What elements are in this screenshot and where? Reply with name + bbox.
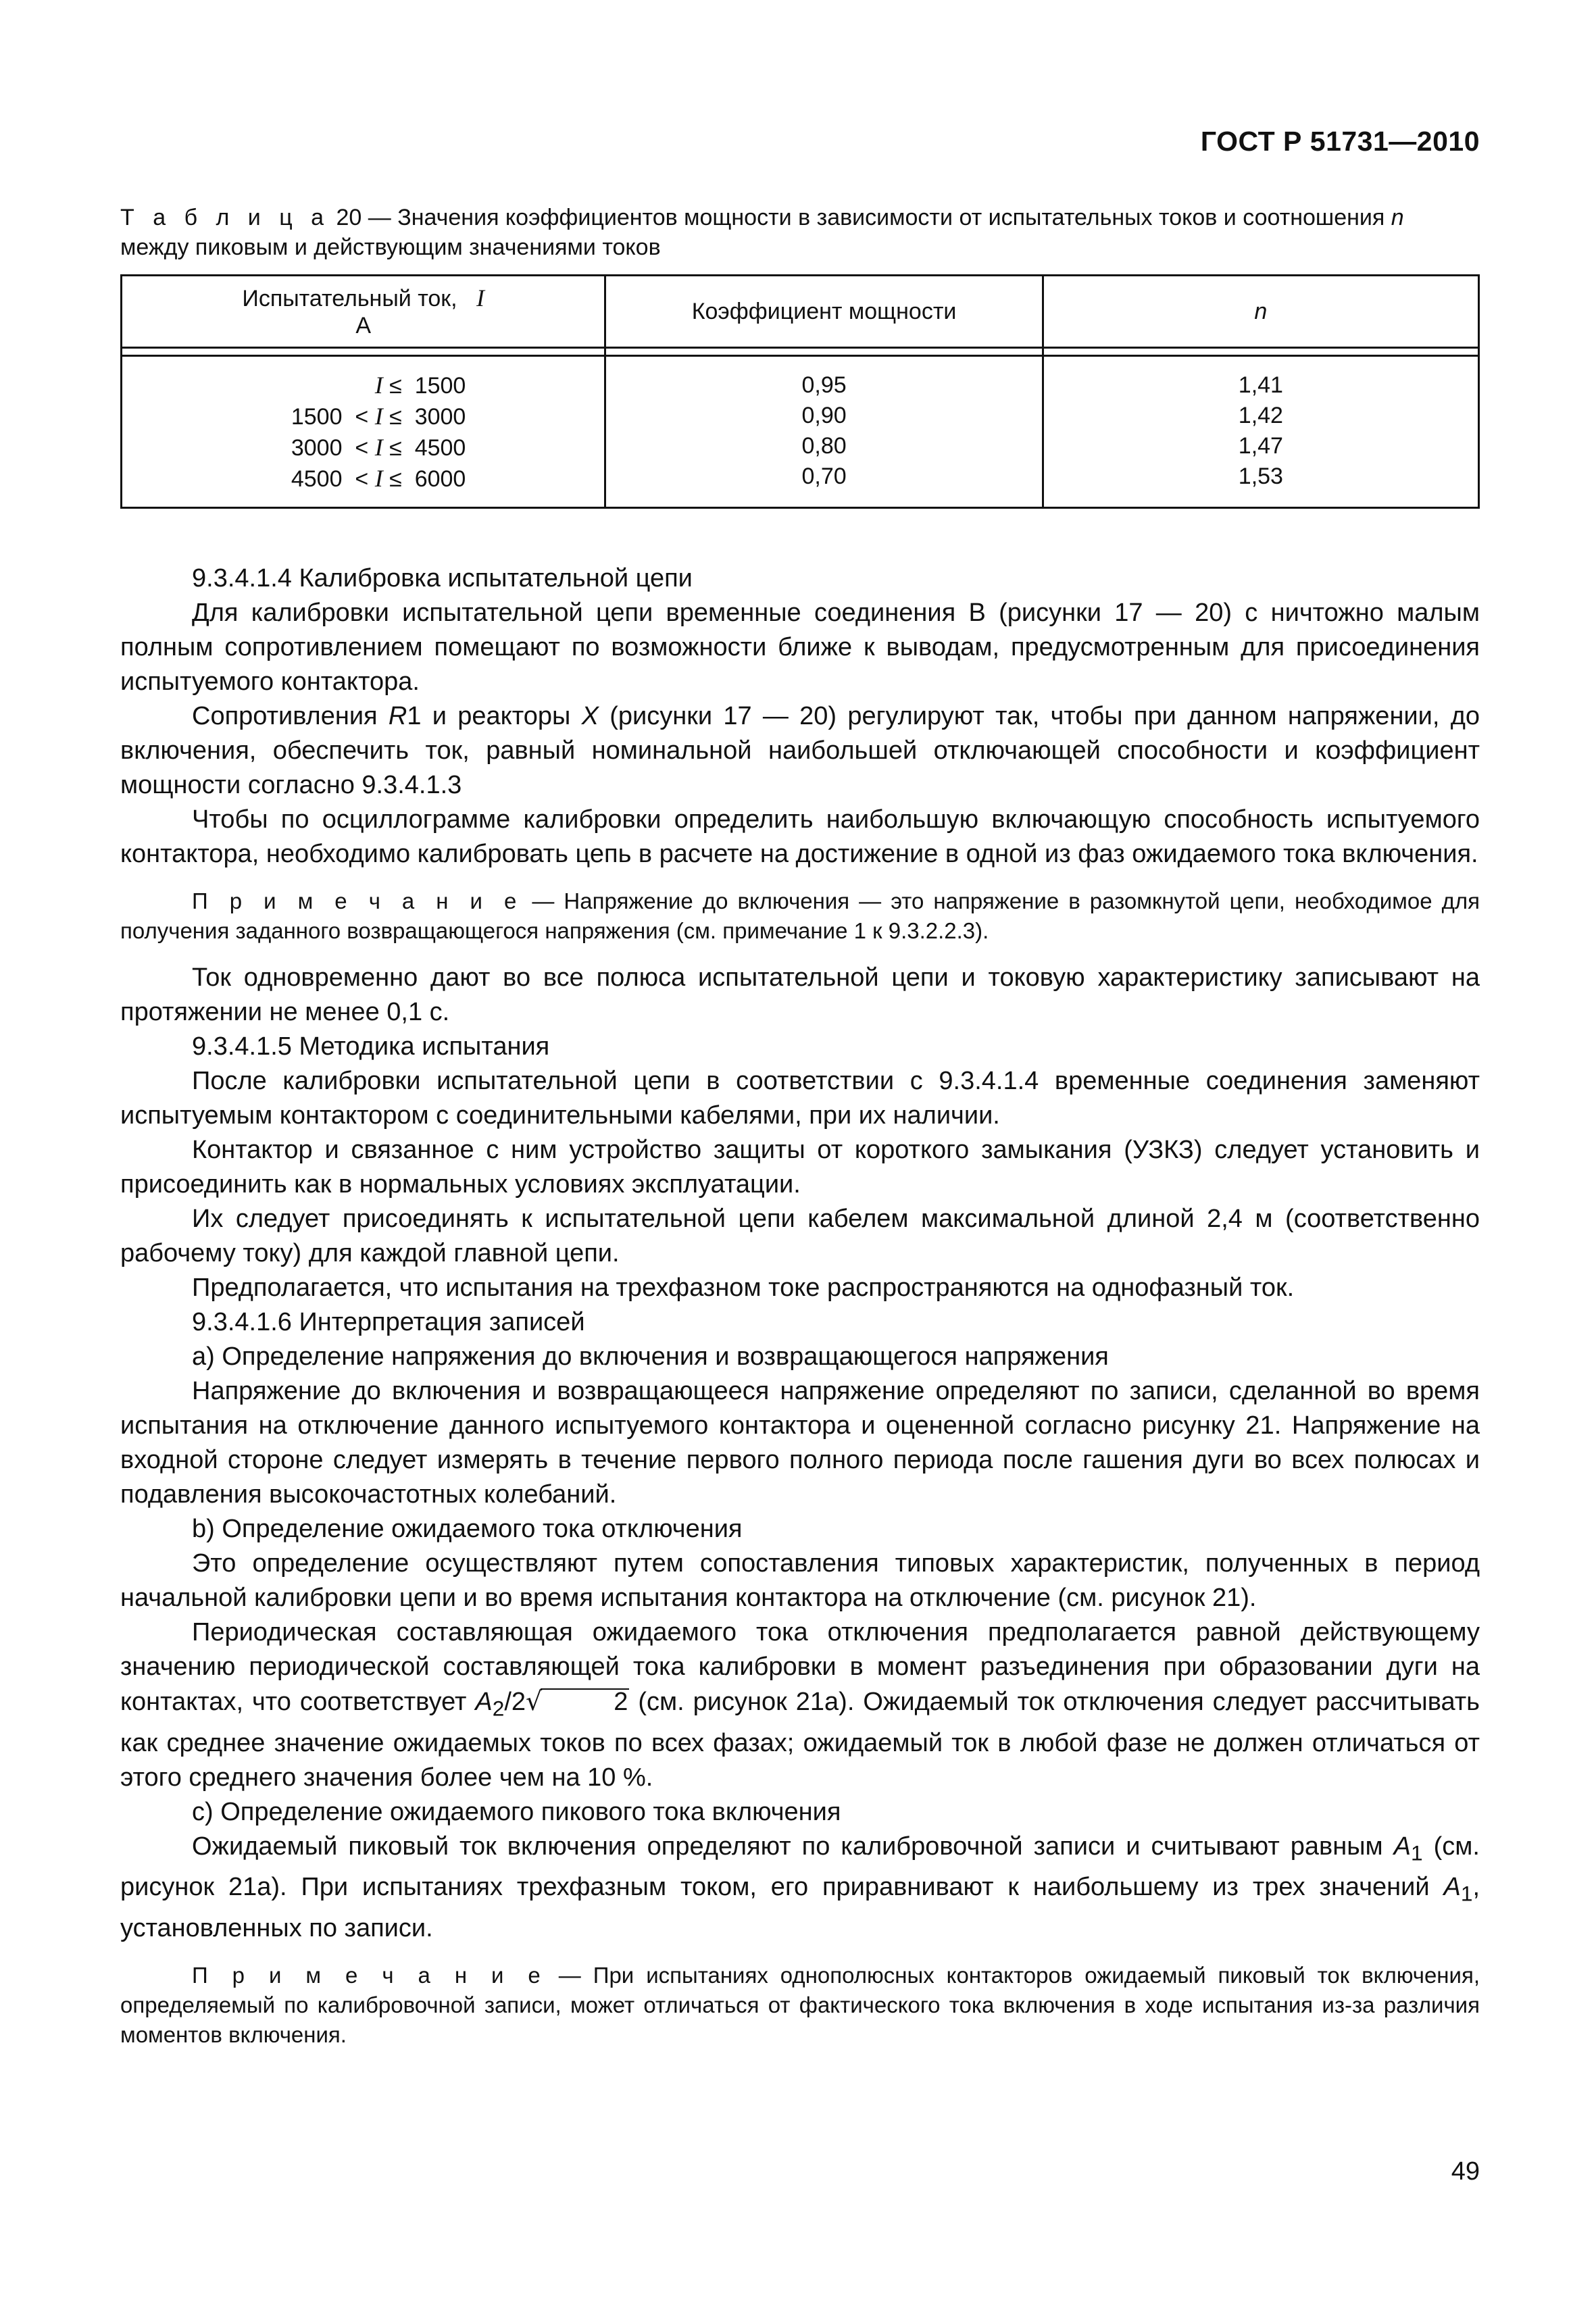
subsection-heading: b) Определение ожидаемого тока отключения: [192, 1515, 743, 1543]
paragraph: Сопротивления R1 и реакторы X (рисунки 17 — 20) регулируют так, чтобы при данном напряжении, до включения, обеспечить ток, равный номинальной наибольшей отключающей способности и коэффициент мощности согласно 9.3.4.1.3: [120, 702, 1480, 799]
table-body-row: [122, 356, 1479, 508]
power-factors-cell: [605, 356, 1043, 508]
n-value: 1,42: [1238, 403, 1283, 428]
power-factor-value: 0,90: [801, 403, 847, 428]
note: [120, 1961, 1480, 2050]
paragraph: Контактор и связанное с ним устройство защиты от короткого замыкания (УЗКЗ) следует установить и присоединить как в нормальных условиях эксплуатации.: [120, 1136, 1480, 1199]
header-power-factor: Коэффициент мощности: [605, 276, 1043, 348]
n-values-cell: [1043, 356, 1478, 508]
header-test-current-label: Испытательный ток,: [242, 285, 457, 311]
header-test-current: [122, 276, 605, 348]
page-content: [120, 203, 1480, 2065]
power-factor-table: [120, 274, 1480, 509]
paragraph: Это определение осуществляют путем сопоставления типовых характеристик, полученных в период начальной калибровки цепи и во время испытания контактора на отключение (см. рисунок 21).: [120, 1549, 1480, 1612]
section-heading: 9.3.4.1.4 Калибровка испытательной цепи: [192, 564, 693, 593]
section-heading: 9.3.4.1.5 Методика испытания: [192, 1032, 550, 1061]
table-caption-var: n: [1391, 205, 1404, 230]
power-factor-value: 0,70: [801, 463, 847, 489]
sqrt-symbol: √: [526, 1686, 543, 1716]
header-n: n: [1043, 276, 1478, 348]
paragraph: Ток одновременно дают во все полюса испытательной цепи и токовую характеристику записывают на протяжении не менее 0,1 с.: [120, 963, 1480, 1026]
table-caption: [120, 203, 1480, 262]
paragraph: Предполагается, что испытания на трехфазном токе распространяются на однофазный ток.: [192, 1274, 1295, 1302]
table-caption-line2: между пиковым и действующим значениями токов: [120, 234, 661, 260]
power-factor-value: 0,80: [801, 433, 847, 459]
table-caption-text: 20 — Значения коэффициентов мощности в зависимости от испытательных токов и соотношения: [330, 205, 1391, 230]
page-number: 49: [1451, 2157, 1480, 2186]
subsection-heading: а) Определение напряжения до включения и возвращающегося напряжения: [192, 1342, 1109, 1371]
table-header-separator: [122, 348, 1479, 356]
standard-header: ГОСТ Р 51731—2010: [1200, 126, 1480, 157]
paragraph: Для калибровки испытательной цепи временные соединения В (рисунки 17 — 20) с ничтожно малым полным сопротивлением помещают по возможности ближе к выводам, предусмотренным для присоединения испытуемого контактора.: [120, 599, 1480, 696]
note-label: П р и м е ч а н и е: [192, 1962, 547, 1988]
current-range-row: 4500 < I ≤ 6000: [291, 465, 466, 492]
paragraph: После калибровки испытательной цепи в соответствии с 9.3.4.1.4 временные соединения заменяют испытуемым контактором с соединительными кабелями, при их наличии.: [120, 1067, 1480, 1130]
table-header-row: [122, 276, 1479, 348]
section-heading: 9.3.4.1.6 Интерпретация записей: [192, 1308, 585, 1336]
body-text: [120, 561, 1480, 2050]
header-current-symbol: I: [476, 284, 484, 311]
paragraph: Их следует присоединять к испытательной цепи кабелем максимальной длиной 2,4 м (соответственно рабочему току) для каждой главной цепи.: [120, 1205, 1480, 1267]
current-range-row: 1500 < I ≤ 3000: [291, 403, 466, 430]
note: [120, 886, 1480, 946]
current-range-row: 3000 < I ≤ 4500: [291, 434, 466, 461]
paragraph: Ожидаемый пиковый ток включения определяют по калибровочной записи и считывают равным $A_1$ (см. рисунок 21а). При испытаниях трехфазным током, его приравнивают к наибольшему из трех значений $A_1$, установленных по записи.: [120, 1832, 1480, 1942]
note-text: — Напряжение до включения — это напряжение в разомкнутой цепи, необходимое для получения заданного возвращающегося напряжения (см. примечание 1 к 9.3.2.2.3).: [120, 888, 1480, 943]
paragraph: Напряжение до включения и возвращающееся напряжение определяют по записи, сделанной во время испытания на отключение данного испытуемого контактора и оцененной согласно рисунку 21. Напряжение на входной стороне следует измерять в течение первого полного периода после гашения дуги во всех полюсах и подавления высокочастотных колебаний.: [120, 1377, 1480, 1509]
table-caption-label: Т а б л и ц а: [120, 205, 330, 230]
current-range-row: I ≤ 1500: [374, 372, 466, 399]
n-value: 1,53: [1238, 463, 1283, 489]
subsection-heading: с) Определение ожидаемого пикового тока включения: [192, 1797, 841, 1826]
paragraph: Периодическая составляющая ожидаемого тока отключения предполагается равной действующему значению периодической составляющей тока калибровки в момент разъединения при образовании дуги на контактах, что соответствует $A_2/2√$ 2 (см. рисунок 21а). Ожидаемый ток отключения следует рассчитывать как среднее значение ожидаемых токов по всех фазах; ожидаемый ток в любой фазе не должен отличаться от этого среднего значения более чем на 10 %.: [120, 1618, 1480, 1792]
header-current-unit: А: [355, 312, 372, 338]
paragraph: Чтобы по осциллограмме калибровки определить наибольшую включающую способность испытуемого контактора, необходимо калибровать цепь в расчете на достижение в одной из фаз ожидаемого тока включения.: [120, 805, 1480, 868]
currents-cell: [122, 356, 605, 508]
note-text: — При испытаниях однополюсных контакторов ожидаемый пиковый ток включения, определяемый по калибровочной записи, может отличаться от фактического тока включения в ходе испытания из-за различия моментов включения.: [120, 1962, 1480, 2047]
power-factor-value: 0,95: [801, 372, 847, 398]
note-label: П р и м е ч а н и е: [192, 888, 523, 913]
n-value: 1,41: [1238, 372, 1283, 398]
n-value: 1,47: [1238, 433, 1283, 459]
